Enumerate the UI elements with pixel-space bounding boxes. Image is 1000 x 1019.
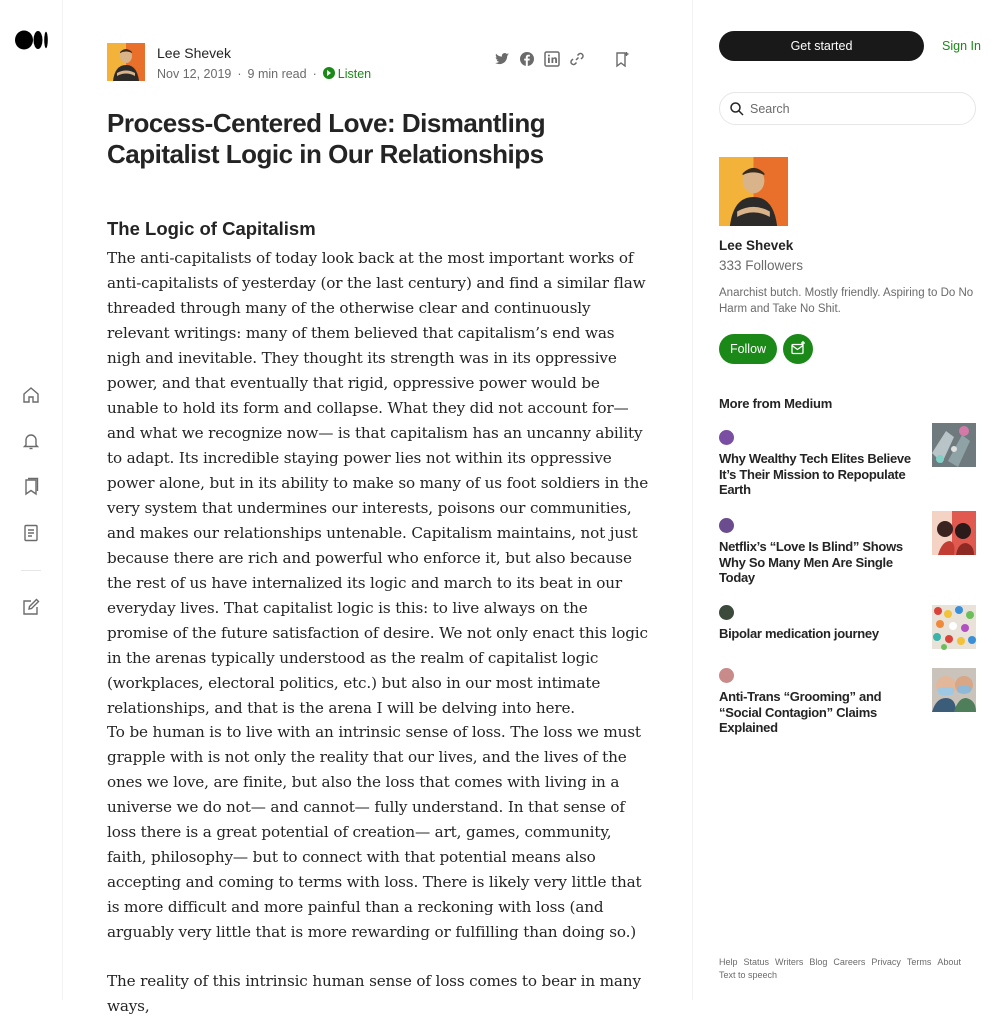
rec-title[interactable]: Why Wealthy Tech Elites Believe It’s Their Mission to Repopulate Earth	[719, 451, 911, 497]
tech-elites-thumbnail[interactable]	[932, 423, 976, 467]
sidebar-footer	[719, 956, 979, 982]
footer-writers-link[interactable]: Writers	[775, 957, 804, 967]
left-nav-rail	[0, 0, 63, 1000]
article-title: Process-Centered Love: Dismantling Capitalist Logic in Our Relationships	[107, 108, 546, 169]
rec-title[interactable]: Netflix’s “Love Is Blind” Shows Why So Many Men Are Single Today	[719, 539, 903, 585]
footer-text-to-speech-link[interactable]: Text to speech	[719, 970, 778, 980]
article-paragraph-2: To be human is to live with an intrinsic sense of loss. The loss we must grapple with is not only the reality that our lives, and the lives of the ones we love, are finite, but also the loss that comes with living in a universe we do not— and cannot— fully understand. In that sense of loss there is a great potential of creation— art, games, community, faith, philosophy— but to connect with that potential means also accepting and coming to terms with loss. There is likely very little that is more difficult and more painful than a reckoning with loss (and arguably very little that is more rewarding or fulfilling than doing so.)	[107, 723, 642, 941]
bookmarks-icon[interactable]	[20, 476, 42, 498]
author-name[interactable]: Lee Shevek	[157, 45, 231, 61]
search-box[interactable]	[719, 92, 976, 125]
listen-label: Listen	[337, 67, 372, 81]
write-icon[interactable]	[20, 596, 42, 618]
author-row	[107, 43, 637, 83]
footer-privacy-link[interactable]: Privacy	[871, 957, 901, 967]
stories-icon[interactable]	[20, 522, 42, 544]
article-meta: Nov 12, 2019 · 9 min read · Listen	[157, 67, 372, 81]
medium-logo-icon[interactable]	[15, 30, 49, 50]
article-paragraph-3: The reality of this intrinsic human sense of loss comes to bear in many ways,	[107, 972, 641, 1015]
footer-about-link[interactable]: About	[937, 957, 961, 967]
twitter-icon[interactable]	[494, 51, 510, 67]
save-bookmark-icon[interactable]	[613, 50, 631, 68]
get-started-button[interactable]: Get started	[719, 31, 924, 61]
mail-plus-icon	[783, 334, 813, 364]
profile-followers[interactable]: 333 Followers	[719, 258, 804, 273]
footer-terms-link[interactable]: Terms	[906, 957, 932, 967]
read-time: 9 min read	[247, 67, 307, 81]
facebook-icon[interactable]	[519, 51, 535, 67]
section-heading: The Logic of Capitalism	[107, 218, 316, 239]
sign-in-link[interactable]: Sign In	[942, 39, 981, 53]
article-paragraph-1: The anti-capitalists of today look back at the most important works of anti-capitalists of yesterday (or the last century) and find a similar flaw threaded through many of the otherwise clear and continuously relevant writings: many of them believed that capitalism’s end was nigh and inevitable. They thought its strength was in its oppressive power, and that eventually that rigid, oppressive power would be unable to hold its form and collapse. What they did not account for— and what we recognize now— is that capitalism has an uncanny ability to adapt. Its incredible staying power lies not within its oppressive power alone, but in its ability to make so many of us foot soldiers in the very system that undermines our interests, poisons our communities, and makes our relationships untenable. Capitalism maintains, not just because there are rich and powerful who enforce it, but also because the rest of us have internalized its logic and march to its beat in our everyday lives. That capitalist logic is this: to live always on the promise of the future satisfaction of desire. We not only enact this logic in the arenas typically understood as the realm of capitalist logic (workplaces, electoral politics, etc.) but also in our most intimate relationships, and that is the arena I will be delving into here.	[107, 249, 649, 717]
listen-button[interactable]	[323, 67, 371, 81]
rec-author-avatar[interactable]	[719, 430, 734, 445]
footer-blog-link[interactable]: Blog	[809, 957, 828, 967]
rec-title[interactable]: Anti-Trans “Grooming” and “Social Contagion” Claims Explained	[719, 689, 882, 735]
subscribe-email-button[interactable]	[783, 334, 813, 364]
play-icon	[323, 67, 335, 79]
profile-name[interactable]: Lee Shevek	[719, 238, 794, 253]
search-input[interactable]	[750, 98, 965, 120]
profile-avatar[interactable]	[719, 157, 788, 226]
rec-author-avatar[interactable]	[719, 605, 734, 620]
rec-author-avatar[interactable]	[719, 518, 734, 533]
linkedin-icon[interactable]	[544, 51, 560, 67]
profile-bio: Anarchist butch. Mostly friendly. Aspiring to Do No Harm and Take No Shit.	[719, 287, 974, 315]
copy-link-icon[interactable]	[569, 51, 585, 67]
rec-title[interactable]: Bipolar medication journey	[719, 626, 879, 641]
footer-status-link[interactable]: Status	[743, 957, 770, 967]
follow-button[interactable]: Follow	[719, 334, 777, 364]
home-icon[interactable]	[20, 384, 42, 406]
more-from-medium-heading: More from Medium	[719, 396, 833, 411]
rec-author-avatar[interactable]	[719, 668, 734, 683]
author-avatar[interactable]	[107, 43, 145, 81]
footer-careers-link[interactable]: Careers	[833, 957, 866, 967]
rail-divider	[21, 570, 41, 571]
masked-people-thumbnail[interactable]	[932, 668, 976, 712]
search-icon	[729, 101, 745, 117]
notifications-icon[interactable]	[20, 430, 42, 452]
medication-pills-thumbnail[interactable]	[932, 605, 976, 649]
footer-help-link[interactable]: Help	[719, 957, 738, 967]
publish-date: Nov 12, 2019	[157, 67, 232, 81]
love-is-blind-thumbnail[interactable]	[932, 511, 976, 555]
right-sidebar	[692, 0, 1000, 1000]
